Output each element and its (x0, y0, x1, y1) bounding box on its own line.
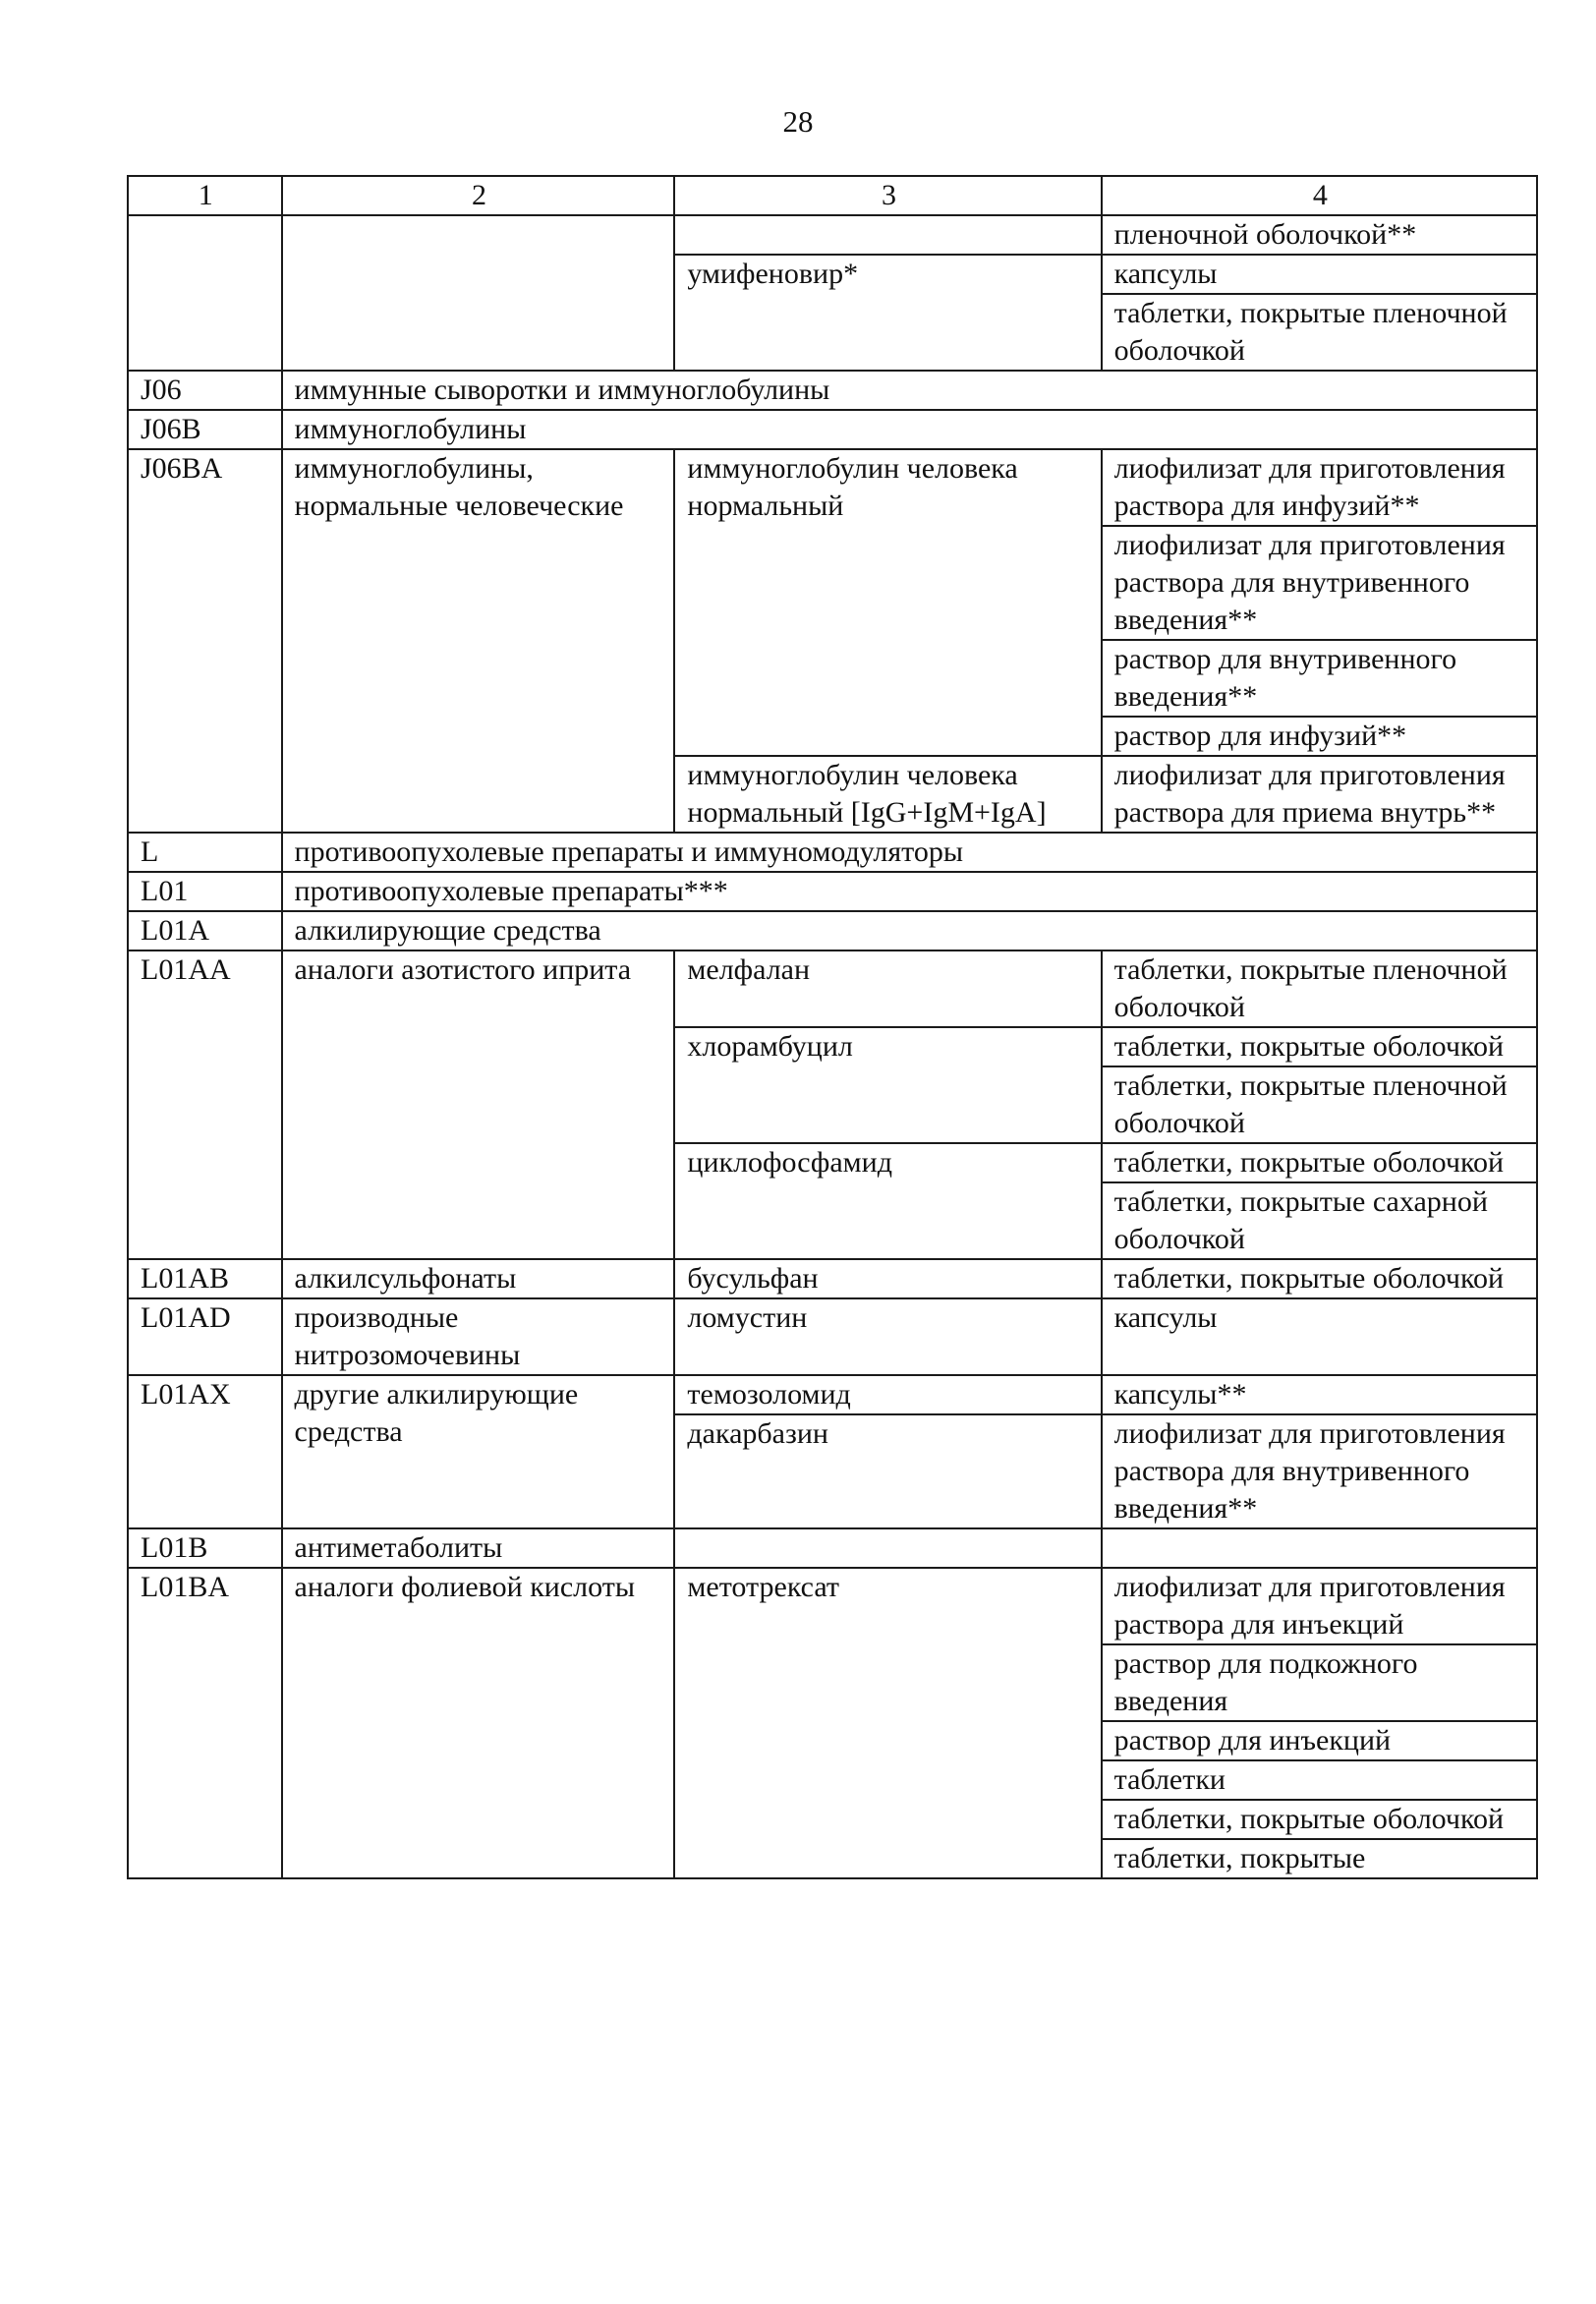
dosage-form-cell: таблетки, покрытые оболочкой (1102, 1027, 1537, 1066)
atc-code-cell: L01 (128, 872, 282, 911)
table-row (128, 950, 1537, 1027)
dosage-form-cell: капсулы** (1102, 1375, 1537, 1414)
atc-code-cell: J06 (128, 371, 282, 410)
dosage-form-cell: таблетки, покрытые оболочкой (1102, 1800, 1537, 1839)
dosage-form-cell: капсулы (1102, 1298, 1537, 1375)
atc-code-cell: L (128, 833, 282, 872)
drug-classification-table (127, 175, 1538, 1879)
substance-cell: темозоломид (674, 1375, 1101, 1414)
table-row (128, 872, 1537, 911)
group-name-cell: иммуноглобулины, нормальные человеческие (282, 449, 675, 833)
substance-cell: бусульфан (674, 1259, 1101, 1298)
table-row (128, 1259, 1537, 1298)
table-row (128, 911, 1537, 950)
substance-cell: умифеновир* (674, 255, 1101, 371)
substance-cell: иммуноглобулин человека нормальный (674, 449, 1101, 756)
dosage-form-cell: раствор для подкожного введения (1102, 1644, 1537, 1721)
dosage-form-cell: пленочной оболочкой** (1102, 215, 1537, 255)
group-name-cell (282, 215, 675, 371)
table-row (128, 1375, 1537, 1414)
dosage-form-cell: лиофилизат для приготовления раствора для внутривенного введения** (1102, 526, 1537, 640)
atc-code-cell: L01B (128, 1528, 282, 1568)
atc-code-cell: J06B (128, 410, 282, 449)
dosage-form-cell: раствор для внутривенного введения** (1102, 640, 1537, 717)
page-number: 28 (782, 104, 814, 139)
atc-code-cell: L01A (128, 911, 282, 950)
atc-code-cell: J06BA (128, 449, 282, 833)
dosage-form-cell: лиофилизат для приготовления раствора для инфузий** (1102, 449, 1537, 526)
column-header-2: 2 (282, 176, 675, 215)
group-name-cell: алкилирующие средства (282, 911, 1537, 950)
group-name-cell: аналоги азотистого иприта (282, 950, 675, 1259)
dosage-form-cell: таблетки, покрытые оболочкой (1102, 1259, 1537, 1298)
dosage-form-cell: таблетки, покрытые пленочной оболочкой (1102, 950, 1537, 1027)
group-name-cell: алкилсульфонаты (282, 1259, 675, 1298)
substance-cell (674, 215, 1101, 255)
substance-cell: циклофосфамид (674, 1143, 1101, 1259)
dosage-form-cell: лиофилизат для приготовления раствора для приема внутрь** (1102, 756, 1537, 833)
dosage-form-cell: таблетки, покрытые оболочкой (1102, 1143, 1537, 1182)
table-row (128, 833, 1537, 872)
table-row (128, 449, 1537, 526)
table-row (128, 1568, 1537, 1644)
dosage-form-cell: таблетки, покрытые пленочной оболочкой (1102, 1066, 1537, 1143)
atc-code-cell: L01AX (128, 1375, 282, 1528)
substance-cell: ломустин (674, 1298, 1101, 1375)
group-name-cell: противоопухолевые препараты и иммуномодуляторы (282, 833, 1537, 872)
atc-code-cell: L01AD (128, 1298, 282, 1375)
group-name-cell: аналоги фолиевой кислоты (282, 1568, 675, 1878)
dosage-form-cell: таблетки, покрытые (1102, 1839, 1537, 1878)
group-name-cell: противоопухолевые препараты*** (282, 872, 1537, 911)
atc-code-cell: L01BA (128, 1568, 282, 1878)
atc-code-cell (128, 215, 282, 371)
dosage-form-cell: лиофилизат для приготовления раствора для инъекций (1102, 1568, 1537, 1644)
substance-cell: дакарбазин (674, 1414, 1101, 1528)
table-row (128, 215, 1537, 255)
table-row (128, 1298, 1537, 1375)
group-name-cell: другие алкилирующие средства (282, 1375, 675, 1528)
atc-code-cell: L01AB (128, 1259, 282, 1298)
column-header-3: 3 (674, 176, 1101, 215)
substance-cell: иммуноглобулин человека нормальный [IgG+IgM+IgA] (674, 756, 1101, 833)
substance-cell: хлорамбуцил (674, 1027, 1101, 1143)
atc-code-cell: L01AA (128, 950, 282, 1259)
substance-cell: метотрексат (674, 1568, 1101, 1878)
table-header-row (128, 176, 1537, 215)
table-row (128, 1528, 1537, 1568)
column-header-1: 1 (128, 176, 282, 215)
substance-cell: мелфалан (674, 950, 1101, 1027)
dosage-form-cell: раствор для инъекций (1102, 1721, 1537, 1760)
dosage-form-cell: таблетки (1102, 1760, 1537, 1800)
group-name-cell: иммуноглобулины (282, 410, 1537, 449)
dosage-form-cell (1102, 1528, 1537, 1568)
table-row (128, 410, 1537, 449)
column-header-4: 4 (1102, 176, 1537, 215)
group-name-cell: иммунные сыворотки и иммуноглобулины (282, 371, 1537, 410)
table-row (128, 371, 1537, 410)
dosage-form-cell: капсулы (1102, 255, 1537, 294)
dosage-form-cell: лиофилизат для приготовления раствора для внутривенного введения** (1102, 1414, 1537, 1528)
dosage-form-cell: таблетки, покрытые сахарной оболочкой (1102, 1182, 1537, 1259)
dosage-form-cell: таблетки, покрытые пленочной оболочкой (1102, 294, 1537, 371)
group-name-cell: антиметаболиты (282, 1528, 675, 1568)
dosage-form-cell: раствор для инфузий** (1102, 717, 1537, 756)
substance-cell (674, 1528, 1101, 1568)
group-name-cell: производные нитрозомочевины (282, 1298, 675, 1375)
